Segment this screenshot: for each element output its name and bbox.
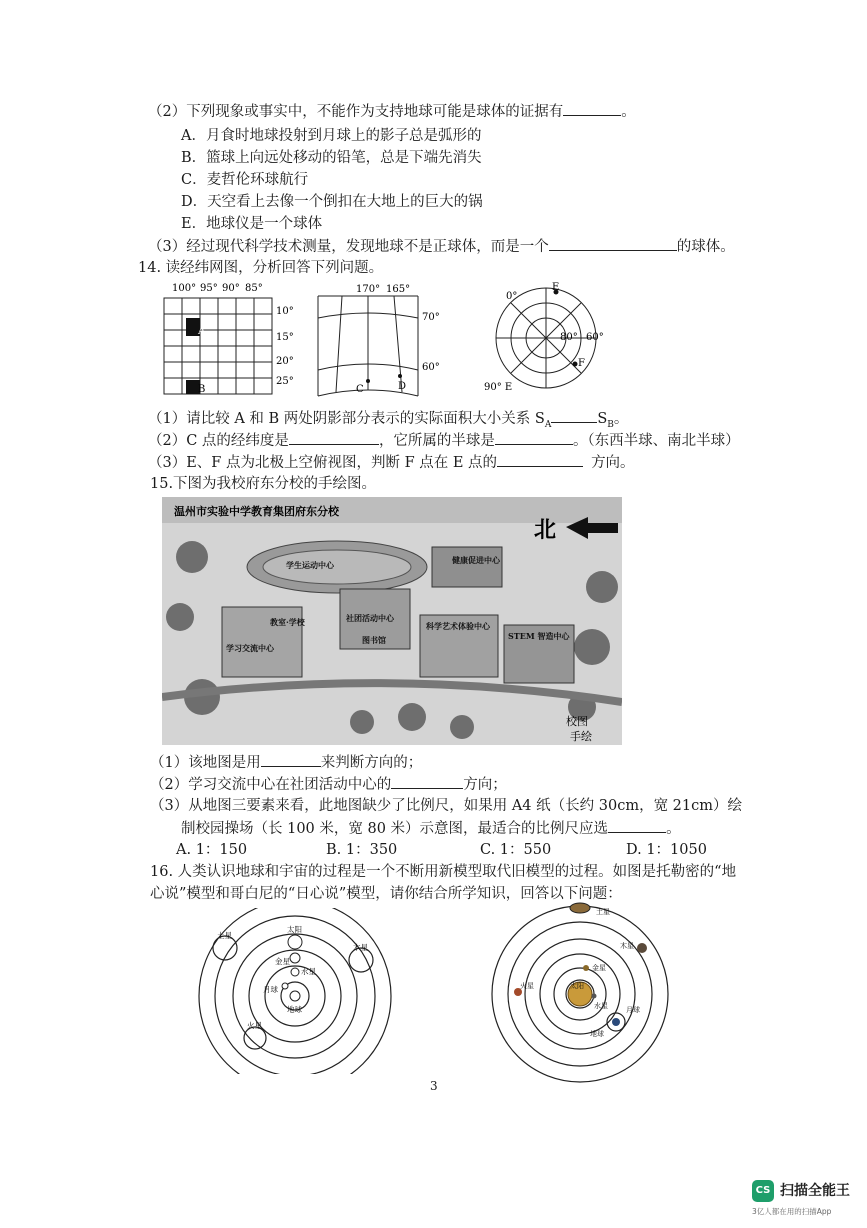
q13-option-c: C．麦哲伦环球航行 [181, 172, 309, 188]
grid-lat-label: 10° [276, 306, 294, 317]
geo-label-mercury: 水星 [301, 967, 316, 976]
scanner-watermark [752, 1178, 862, 1224]
q15-choice-c: C. 1：550 [480, 842, 552, 858]
q14-title: 14. 读经纬网图，分析回答下列问题。 [138, 260, 384, 276]
point-c-label: C [356, 384, 364, 395]
grid-lon-label: 85° [245, 283, 263, 294]
page-number: 3 [430, 1079, 438, 1093]
q16-line-1: 16. 人类认识地球和宇宙的过程是一个不断用新模型取代旧模型的过程。如图是托勒密的“地 [150, 864, 737, 880]
q15-title: 15.下图为我校府东分校的手绘图。 [150, 476, 377, 492]
helio-label-sun: 太阳 [570, 982, 584, 990]
q15-choice-a: A. 1：150 [176, 842, 248, 858]
polar-label-e: E [552, 282, 560, 293]
scanner-app-name: 扫描全能王 [780, 1183, 850, 1199]
q13-part2: （2）下列现象或事实中，不能作为支持地球可能是球体的证据有 。 [148, 101, 636, 122]
q14-question-1: （1）请比较 A 和 B 两处阴影部分表示的实际面积大小关系 $S_A$ $S_B$。 [148, 408, 628, 435]
polar-label: 90° E [484, 382, 513, 393]
map-label: 健康促进中心 [452, 555, 500, 565]
q15-choice-b: B. 1：350 [326, 842, 398, 858]
grid-lon-label: 90° [222, 283, 240, 294]
q13-option-d: D．天空看上去像一个倒扣在大地上的巨大的锅 [181, 194, 483, 210]
geo-label-moon: 月球 [263, 985, 278, 994]
q13-part3: （3）经过现代科学技术测量，发现地球不是正球体，而是一个 的球体。 [148, 236, 735, 257]
grid-lon-label: 100° [172, 283, 197, 294]
point-a-label: A [198, 326, 206, 337]
q15-choice-d: D. 1：1050 [626, 842, 707, 858]
q15-question-2: （2）学习交流中心在社团活动中心的 方向； [150, 774, 507, 795]
grid-lat-label: 20° [276, 356, 294, 367]
polar-label: 80° [560, 332, 578, 343]
q13-option-b: B．篮球上向远处移动的铅笔，总是下端先消失 [181, 150, 482, 166]
map-label: 学习交流中心 [226, 643, 274, 653]
point-d-label: D [398, 381, 407, 392]
geo-label-earth: 地球 [287, 1005, 302, 1014]
polar-label: 0° [506, 291, 518, 302]
fan-lat-label: 70° [422, 312, 440, 323]
helio-label-mercury: 水星 [594, 1002, 608, 1010]
fan-graticule-figure [312, 280, 447, 398]
helio-label-mars: 火星 [520, 982, 534, 990]
geo-label-venus: 金星 [275, 957, 290, 966]
grid-lon-label: 95° [200, 283, 218, 294]
campus-hand-drawn-map [162, 497, 622, 745]
heliocentric-model-figure [482, 900, 678, 1088]
point-b-label: B [198, 384, 206, 395]
map-label: 科学艺术体验中心 [426, 621, 490, 631]
grid-lat-label: 15° [276, 332, 294, 343]
map-signature: 校图 [566, 715, 588, 728]
q14-question-2: （2）C 点的经纬度是 ，它所属的半球是 。（东西半球、南北半球） [148, 430, 740, 451]
map-label: 社团活动中心 [346, 613, 394, 623]
map-signature: 手绘 [570, 730, 592, 743]
helio-label-earth: 地球 [590, 1030, 604, 1038]
grid-lat-label: 25° [276, 376, 294, 387]
fan-lon-label: 170° [356, 284, 381, 295]
scanner-logo-icon: CS [752, 1180, 774, 1202]
geo-label-sun: 太阳 [287, 925, 302, 934]
geo-label-mars: 火星 [247, 1021, 262, 1030]
lat-lon-grid-figure [158, 280, 303, 398]
q15-question-1: （1）该地图是用 来判断方向的； [150, 752, 422, 773]
helio-label-moon: 月球 [626, 1006, 640, 1014]
map-label: 教室·学校 [270, 617, 305, 627]
geo-label-jupiter: 木星 [353, 943, 368, 952]
helio-label-saturn: 土星 [596, 908, 610, 916]
polar-view-figure [480, 280, 615, 398]
map-title: 温州市实验中学教育集团府东分校 [174, 505, 339, 518]
fan-lat-label: 60° [422, 362, 440, 373]
fan-lon-label: 165° [386, 284, 411, 295]
helio-label-venus: 金星 [592, 964, 606, 972]
map-north-label: 北 [534, 517, 557, 543]
polar-label-f: F [578, 358, 585, 369]
geo-label-saturn: 土星 [217, 931, 232, 940]
q13-option-a: A．月食时地球投射到月球上的影子总是弧形的 [181, 128, 482, 144]
map-label: STEM 智造中心 [508, 631, 570, 641]
q16-line-2: 心说”模型和哥白尼的“日心说”模型，请你结合所学知识，回答以下问题： [150, 886, 622, 902]
q13-option-e: E．地球仪是一个球体 [181, 216, 323, 232]
map-label: 图书馆 [362, 635, 386, 645]
map-label: 学生运动中心 [286, 560, 334, 570]
q15-question-3b: 制校园操场（长 100 米，宽 80 米）示意图，最适合的比例尺应选 。 [181, 818, 681, 839]
q14-question-3: （3）E、F 点为北极上空俯视图，判断 F 点在 E 点的 方向。 [148, 452, 635, 473]
polar-label: 60° [586, 332, 604, 343]
scanner-tagline: 3亿人都在用的扫描App [752, 1207, 832, 1216]
geocentric-model-figure [195, 908, 395, 1076]
helio-label-jupiter: 木星 [620, 942, 634, 950]
q15-question-3a: （3）从地图三要素来看，此地图缺少了比例尺，如果用 A4 纸（长约 30cm，宽 21cm）绘 [150, 798, 742, 814]
